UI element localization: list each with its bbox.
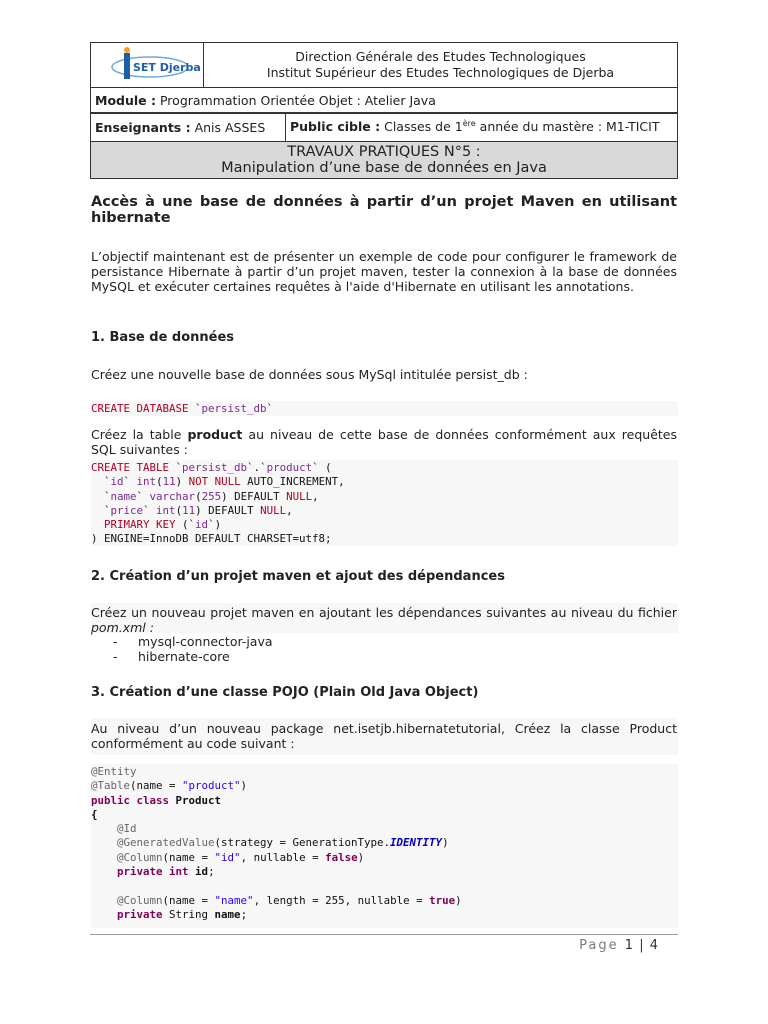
section3-title: 3. Création d’une classe POJO (Plain Old Java Object) bbox=[91, 685, 479, 700]
dep-bullet: - bbox=[113, 649, 118, 664]
header-table-row3 bbox=[90, 112, 678, 179]
tp-title-cell bbox=[91, 142, 678, 179]
section1-paragraph2 bbox=[91, 427, 677, 457]
module-value: Programmation Orientée Objet : Atelier Java bbox=[159, 93, 436, 108]
header-table bbox=[90, 42, 678, 114]
dep-name: hibernate-core bbox=[138, 649, 230, 664]
section2-p1-italic: pom.xml : bbox=[91, 620, 154, 635]
footer-rule bbox=[90, 934, 678, 935]
section1-title: 1. Base de données bbox=[91, 330, 235, 345]
section3-paragraph1: Au niveau d’un nouveau package net.isetjb.hibernatetutorial, Créez la classe Product conformément au code suivant : bbox=[91, 721, 677, 751]
page-total: 4 bbox=[649, 938, 658, 953]
audience-value-pre: Classes de 1 bbox=[384, 119, 463, 135]
iset-logo-icon bbox=[102, 47, 201, 83]
document-title bbox=[91, 194, 677, 226]
logo-cell bbox=[91, 43, 204, 88]
iset-logo bbox=[102, 47, 201, 83]
section1-p2-pre: Créez la table bbox=[91, 427, 188, 442]
intro-paragraph: L’objectif maintenant est de présenter un exemple de code pour configurer le framework de persistance Hibernate à partir d’un projet maven, tester la connexion à la base de données MySQL et exécuter certaines requêtes à l'aide d'Hibernate en utilisant les annotations. bbox=[91, 249, 677, 294]
section1-p2-post: au niveau de cette base de données conformément aux requêtes SQL suivantes : bbox=[91, 427, 677, 457]
document-title-line1: Accès à une base de données à partir d’un projet Maven en utilisant bbox=[91, 194, 677, 210]
teachers-value: Anis ASSES bbox=[194, 119, 266, 135]
tp-line2: Manipulation d’une base de données en Java bbox=[221, 160, 547, 176]
audience-value-post: année du mastère : M1-TICIT bbox=[475, 119, 660, 135]
audience-sup: ère bbox=[462, 119, 476, 129]
audience-label: Public cible : bbox=[290, 119, 381, 135]
tp-line1: TRAVAUX PRATIQUES N°5 : bbox=[287, 144, 481, 160]
module-cell bbox=[91, 88, 678, 114]
code-create-table: CREATE TABLE `persist_db`.`product` ( `id` int(11) NOT NULL AUTO_INCREMENT, `name` varchar(255) DEFAULT NULL, `price` int(11) DEFAULT NULL, PRIMARY KEY (`id`) ) ENGINE=InnoDB DEFAULT CHARSET=utf8; bbox=[91, 461, 345, 546]
section2-title: 2. Création d’un projet maven et ajout des dépendances bbox=[91, 569, 505, 584]
section2-paragraph1 bbox=[91, 605, 677, 635]
code-create-db: CREATE DATABASE `persist_db` bbox=[91, 402, 274, 415]
section2-p1-pre: Créez un nouveau projet maven en ajoutant les dépendances suivantes au niveau du fichier bbox=[91, 605, 677, 620]
dep-list-item bbox=[113, 649, 230, 664]
document-title-line2: hibernate bbox=[91, 210, 171, 226]
page-current: 1 bbox=[624, 938, 634, 953]
institution-cell bbox=[204, 43, 678, 88]
dep-list-item bbox=[113, 634, 273, 649]
audience-cell bbox=[286, 113, 678, 142]
page-separator: | bbox=[639, 938, 644, 953]
page-label: Page bbox=[579, 938, 619, 953]
teachers-cell bbox=[91, 113, 286, 142]
institution-line2: Institut Supérieur des Etudes Technologiques de Djerba bbox=[266, 65, 615, 80]
section1-p2-bold: product bbox=[187, 427, 243, 442]
dep-bullet: - bbox=[113, 634, 118, 649]
module-label: Module : bbox=[95, 93, 156, 108]
code-java-product: @Entity @Table(name = "product") public class Product { @Id @GeneratedValue(strategy = GenerationType.IDENTITY) @Column(name = "id", nullable = false) private int id; @Column(name = "name", length = 255, nullable = true) private String name; bbox=[91, 765, 462, 921]
section1-paragraph1: Créez une nouvelle base de données sous MySql intitulée persist_db : bbox=[91, 367, 528, 382]
teachers-label: Enseignants : bbox=[95, 119, 191, 135]
page-footer bbox=[579, 938, 658, 953]
institution-line1: Direction Générale des Etudes Technologiques bbox=[295, 49, 586, 64]
dep-name: mysql-connector-java bbox=[138, 634, 273, 649]
logo-text: SET Djerba bbox=[133, 61, 201, 74]
